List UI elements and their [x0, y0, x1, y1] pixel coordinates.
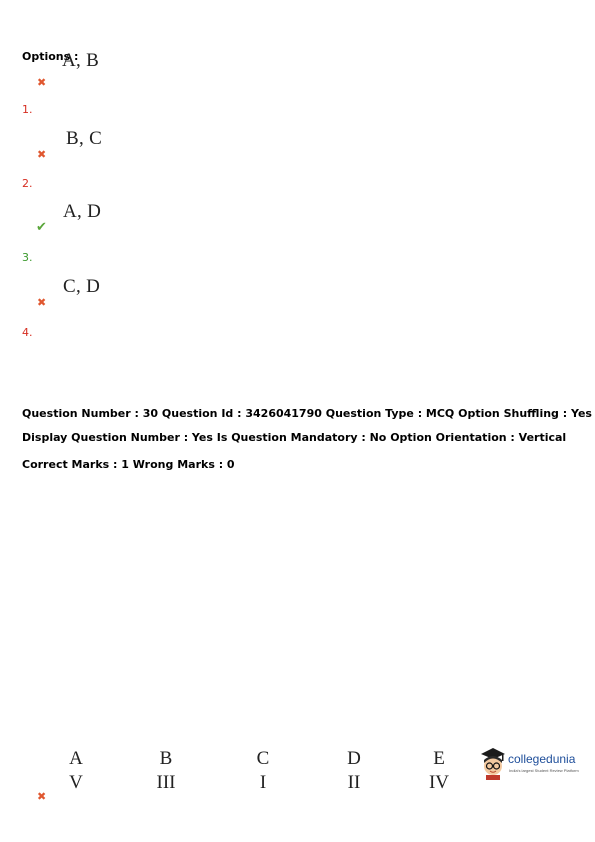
question-meta-line-3: Correct Marks : 1 Wrong Marks : 0	[22, 458, 235, 471]
cross-icon: ✖	[37, 76, 47, 89]
match-numeral: IV	[428, 772, 450, 793]
match-numeral: V	[69, 772, 83, 793]
option-1-text: A, B	[62, 50, 100, 71]
question-meta-line-2: Display Question Number : Yes Is Question Mandatory : No Option Orientation : Vertical	[22, 431, 567, 444]
match-numeral: III	[156, 772, 176, 793]
cross-icon: ✖	[37, 148, 47, 161]
match-numeral: II	[347, 772, 361, 793]
option-1-number: 1.	[22, 103, 33, 116]
question-meta-line-1: Question Number : 30 Question Id : 3426041790 Question Type : MCQ Option Shuffling : Yes	[22, 407, 592, 420]
mascot-icon	[478, 746, 508, 780]
logo-tagline: India's largest Student Review Platform	[509, 768, 579, 773]
options-label: Options :	[22, 50, 79, 63]
option-4-number: 4.	[22, 326, 33, 339]
match-letter: C	[256, 748, 270, 769]
option-3-text: A, D	[63, 201, 102, 222]
option-4-text: C, D	[63, 276, 101, 297]
collegedunia-logo	[478, 746, 593, 782]
option-2-text: B, C	[66, 128, 103, 149]
option-3-number: 3.	[22, 251, 33, 264]
cross-icon: ✖	[37, 790, 47, 803]
match-letter: E	[433, 748, 445, 769]
match-letter: D	[347, 748, 361, 769]
match-letter: A	[69, 748, 83, 769]
check-icon: ✔	[36, 220, 47, 235]
match-letter: B	[159, 748, 173, 769]
option-2-number: 2.	[22, 177, 33, 190]
match-numeral: I	[259, 772, 267, 793]
cross-icon: ✖	[37, 296, 47, 309]
logo-wordmark: collegedunia	[508, 752, 576, 766]
